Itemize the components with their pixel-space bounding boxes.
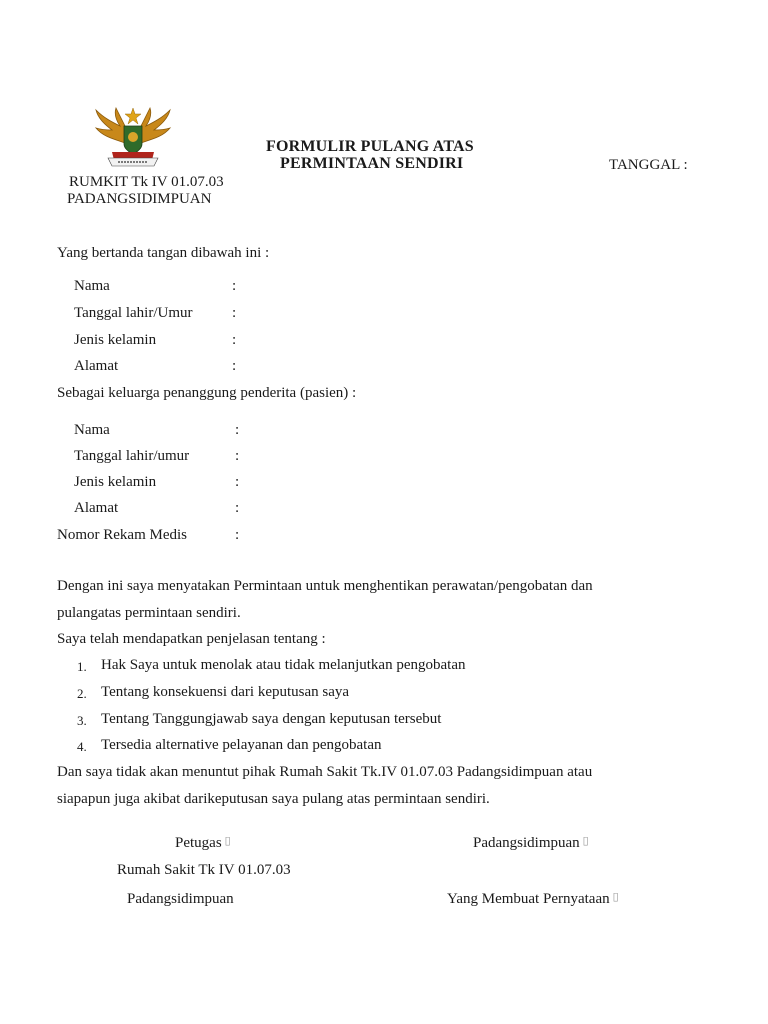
signature-left-city: Padangsidimpuan — [127, 891, 234, 907]
signer-gender-colon: : — [232, 332, 237, 348]
hospital-emblem-logo — [90, 104, 176, 170]
signer-name-label: Nama — [74, 278, 110, 294]
patient-address-label: Alamat — [74, 500, 119, 516]
signer-address-label: Alamat — [74, 358, 119, 374]
statement-line1: Dengan ini saya menyatakan Permintaan untuk menghentikan perawatan/pengobatan dan — [57, 578, 593, 594]
list-item: Tersedia alternative pelayanan dan pengobatan — [101, 737, 382, 753]
signature-right-city — [473, 835, 589, 852]
tanggal-label: TANGGAL : — [609, 157, 688, 173]
list-item-number: 3. — [77, 713, 87, 728]
list-item: Tentang Tanggungjawab saya dengan keputusan tersebut — [101, 711, 442, 727]
form-title-line2: PERMINTAAN SENDIRI — [280, 155, 464, 172]
statement-line2: pulangatas permintaan sendiri. — [57, 605, 241, 621]
intro-text: Yang bertanda tangan dibawah ini : — [57, 245, 270, 261]
placeholder-mark: ▯ — [612, 891, 619, 903]
list-item: Hak Saya untuk menolak atau tidak melanjutkan pengobatan — [101, 657, 466, 673]
placeholder-mark: ▯ — [224, 835, 231, 847]
patient-birthdate-label: Tanggal lahir/umur — [74, 448, 190, 464]
list-item-number: 1. — [77, 659, 87, 674]
closing-line1: Dan saya tidak akan menuntut pihak Rumah Sakit Tk.IV 01.07.03 Padangsidimpuan atau — [57, 764, 593, 780]
signer-birthdate-colon: : — [232, 305, 237, 321]
org-name-line2: PADANGSIDIMPUAN — [67, 191, 212, 207]
signer-address-colon: : — [232, 358, 237, 374]
medical-record-colon: : — [235, 527, 240, 543]
patient-gender-label: Jenis kelamin — [74, 474, 157, 490]
officer-label: Petugas — [175, 835, 222, 851]
patient-gender-colon: : — [235, 474, 240, 490]
signature-left-title — [175, 835, 231, 852]
list-item-number: 2. — [77, 686, 87, 701]
list-item: Tentang konsekuensi dari keputusan saya — [101, 684, 350, 700]
signer-gender-label: Jenis kelamin — [74, 332, 157, 348]
patient-name-colon: : — [235, 422, 240, 438]
signature-left-org: Rumah Sakit Tk IV 01.07.03 — [117, 862, 291, 878]
declarant-label: Yang Membuat Pernyataan — [447, 891, 610, 907]
medical-record-label: Nomor Rekam Medis — [57, 527, 187, 543]
form-title-line1: FORMULIR PULANG ATAS — [266, 138, 474, 155]
signer-name-colon: : — [232, 278, 237, 294]
city-label: Padangsidimpuan — [473, 835, 580, 851]
list-item-number: 4. — [77, 739, 87, 754]
family-intro-text: Sebagai keluarga penanggung penderita (pasien) : — [57, 385, 357, 401]
signature-right-title — [447, 891, 619, 908]
org-name-line1: RUMKIT Tk IV 01.07.03 — [69, 174, 224, 190]
explanation-intro: Saya telah mendapatkan penjelasan tentang : — [57, 631, 326, 647]
closing-line2: siapapun juga akibat darikeputusan saya pulang atas permintaan sendiri. — [57, 791, 490, 807]
patient-name-label: Nama — [74, 422, 110, 438]
patient-birthdate-colon: : — [235, 448, 240, 464]
signer-birthdate-label: Tanggal lahir/Umur — [74, 305, 193, 321]
placeholder-mark: ▯ — [582, 835, 589, 847]
patient-address-colon: : — [235, 500, 240, 516]
